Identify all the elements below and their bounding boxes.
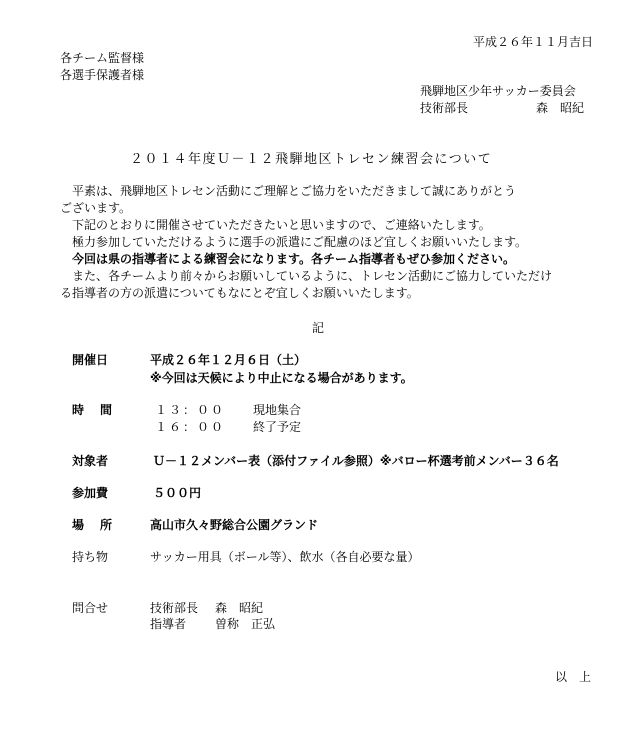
body-paragraph-4-emphasis: 今回は県の指導者による練習会になります。各チーム指導者もぜひ参加ください。 (72, 252, 516, 266)
place-label: 場 所 (72, 518, 115, 532)
body-paragraph-3: 極力参加していただけるように選手の派遣にご配慮のほど宜しくお願いいたします。 (72, 235, 528, 249)
body-paragraph-5-line-2: る指導者の方の派遣についてもなにとぞ宜しくお願いいたします。 (60, 286, 419, 300)
fee-label: 参加費 (72, 486, 109, 500)
contact-1-role: 技術部長 (150, 601, 199, 615)
sender-name: 森 昭紀 (536, 101, 585, 115)
time-start: １３：００ (155, 403, 226, 417)
contact-2-name: 曽称 正弘 (215, 617, 276, 631)
place-value: 高山市久々野総合公園グランド (150, 518, 319, 532)
time-label: 時 間 (72, 403, 115, 417)
date-label: 開催日 (72, 353, 109, 367)
body-paragraph-1-line-1: 平素は、飛騨地区トレセン活動にご理解とご協力をいただきまして誠にありがとう (72, 184, 517, 198)
date-note: ※今回は天候により中止になる場合があります。 (150, 371, 413, 385)
closing: 以 上 (554, 670, 591, 684)
ki-heading: 記 (312, 321, 325, 335)
sender-title: 技術部長 (420, 101, 469, 115)
time-end: １６：００ (155, 420, 226, 434)
recipient-coaches: 各チーム監督様 (60, 51, 145, 65)
body-paragraph-2: 下記のとおりに開催させていただきたいと思いますので、ご連絡いたします。 (72, 218, 491, 232)
sender-organization: 飛騨地区少年サッカー委員会 (420, 84, 576, 98)
contact-label: 問合せ (72, 601, 109, 615)
target-value: Ｕ－１２メンバー表（添付ファイル参照）※バロー杯選考前メンバー３６名 (153, 454, 559, 468)
contact-2-role: 指導者 (150, 617, 187, 631)
target-label: 対象者 (72, 454, 109, 468)
body-paragraph-1-line-2: ございます。 (60, 201, 132, 215)
time-start-note: 現地集合 (253, 403, 302, 417)
document-title: ２０１４年度Ｕ－１２飛騨地区トレセン練習会について (130, 152, 493, 167)
fee-value: ５００円 (153, 486, 202, 500)
time-end-note: 終了予定 (253, 420, 302, 434)
body-paragraph-5-line-1: また、各チームより前々からお願いしているように、トレセン活動にご協力していただけ (72, 269, 553, 283)
items-label: 持ち物 (72, 550, 109, 564)
contact-1-name: 森 昭紀 (215, 601, 264, 615)
document-date: 平成２６年１１月吉日 (472, 35, 593, 49)
date-value: 平成２６年１２月６日（土） (150, 353, 307, 367)
recipient-guardians: 各選手保護者様 (60, 68, 145, 82)
items-value: サッカー用具（ボール等）、飲水（各自必要な量） (150, 550, 420, 564)
